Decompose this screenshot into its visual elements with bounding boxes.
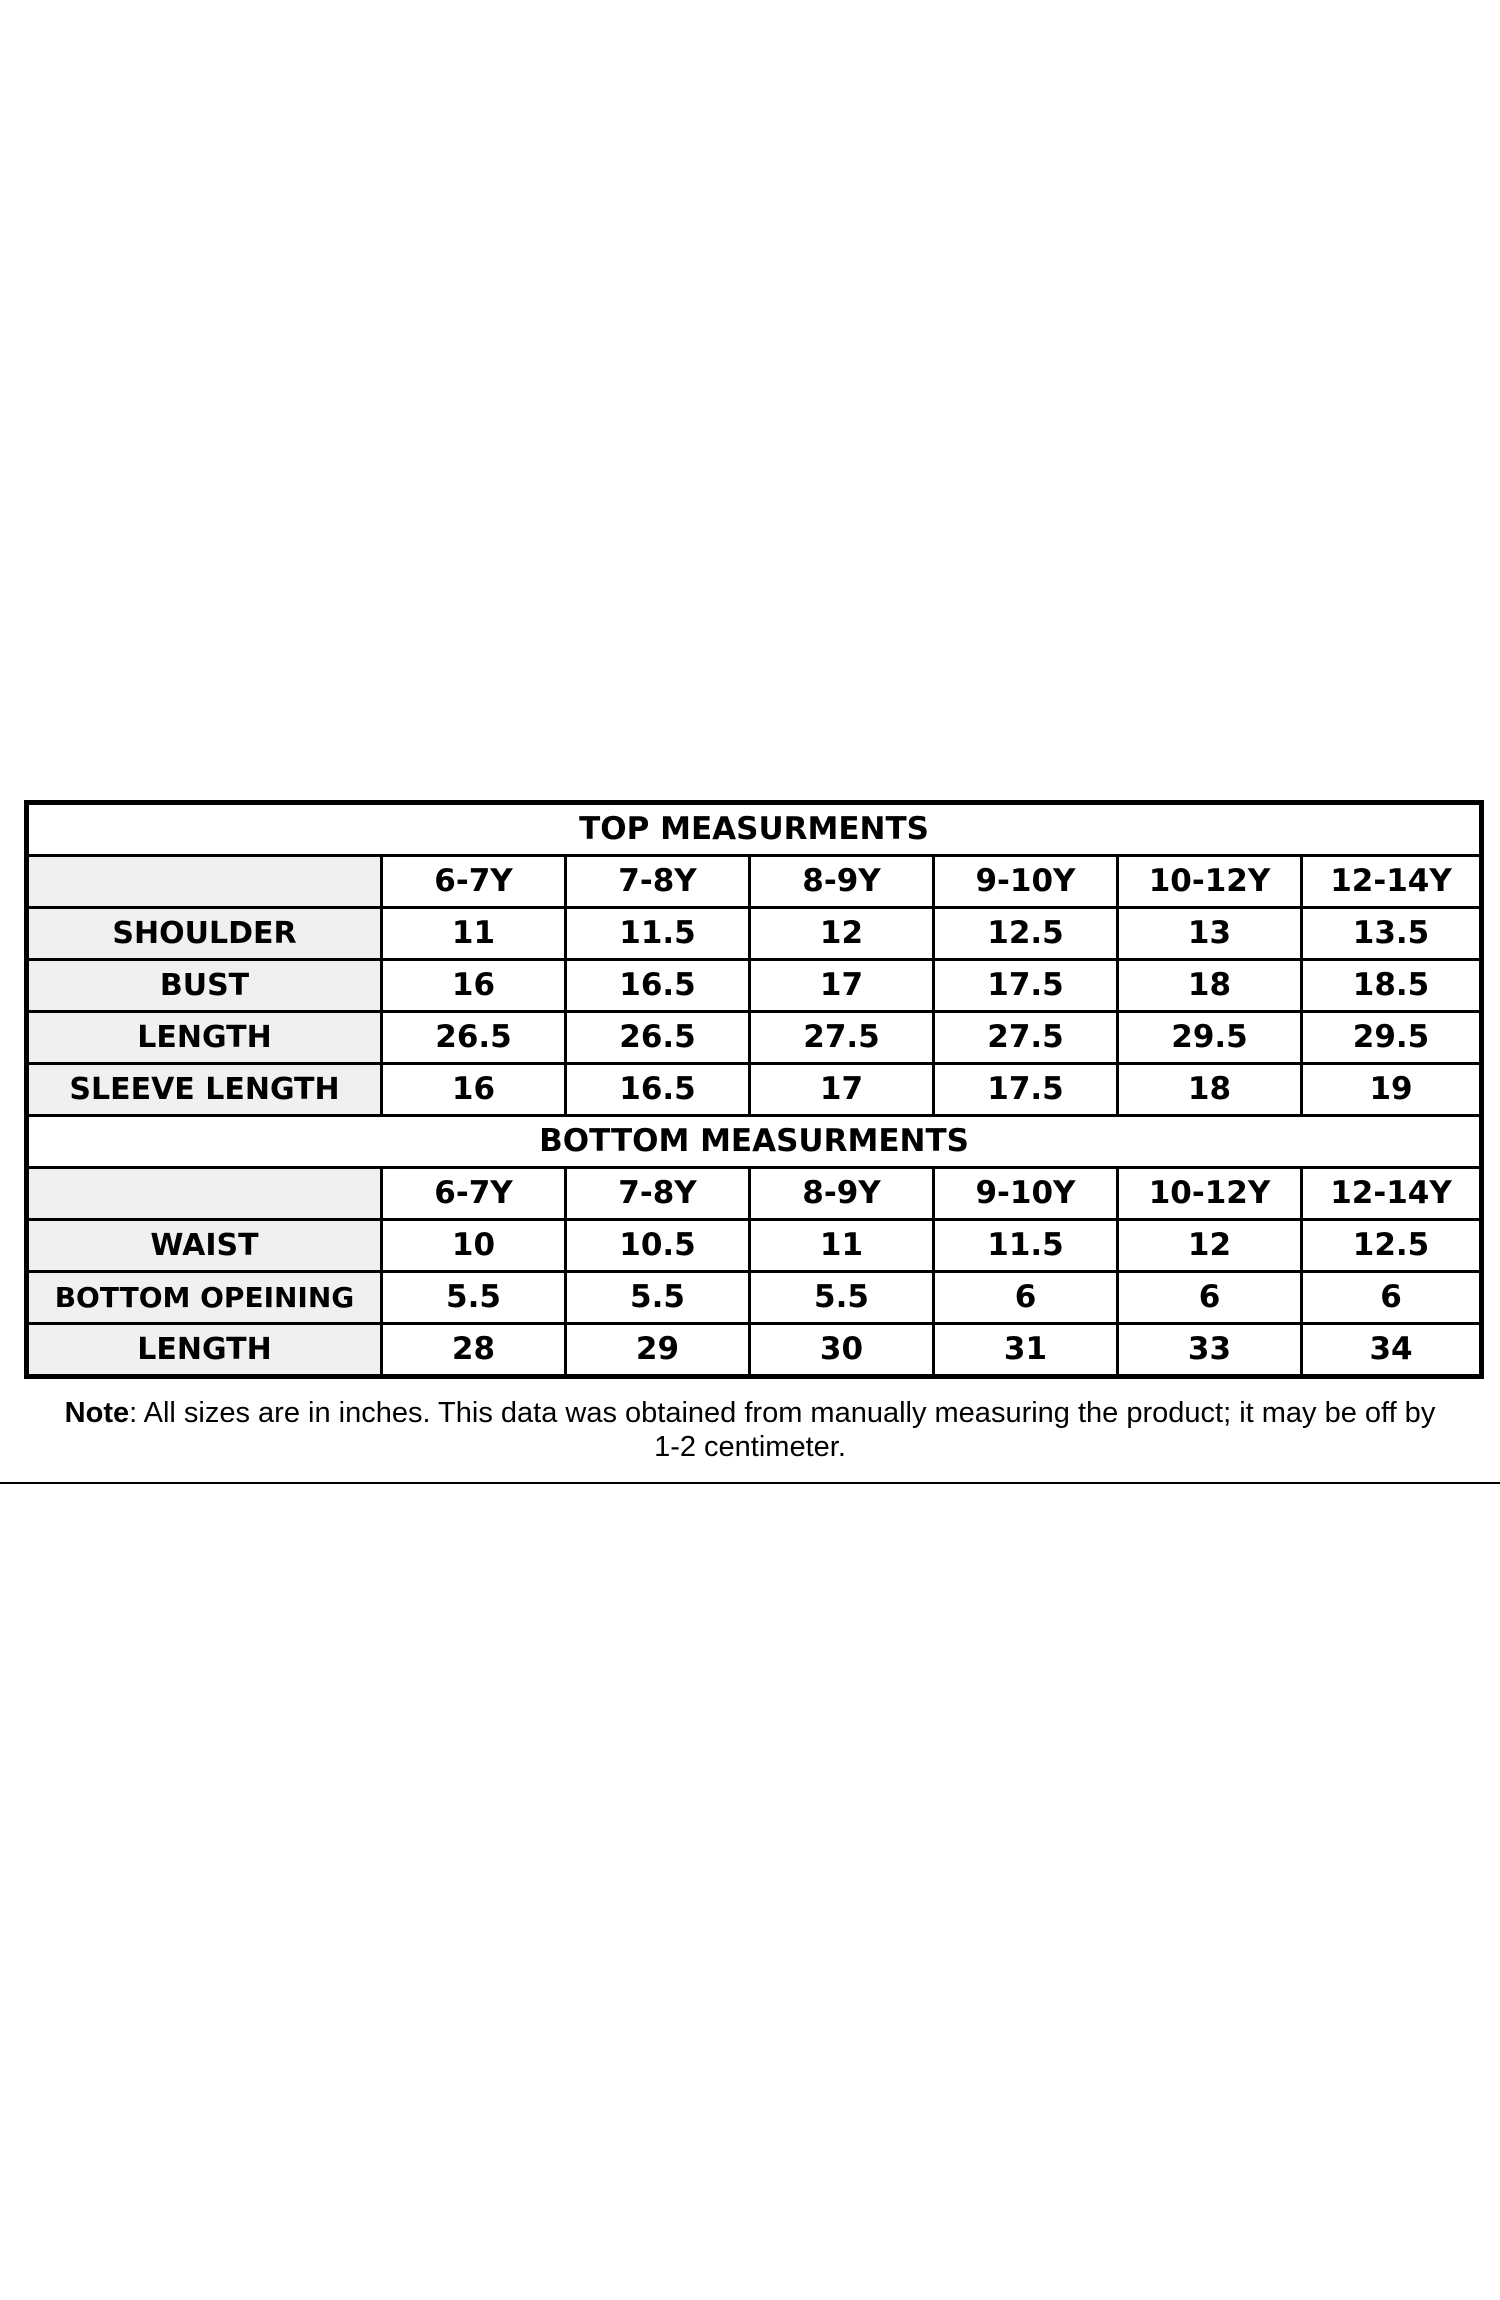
note-text: : All sizes are in inches. This data was obtained from manually measuring the product; it may be off by 1-2 centimeter.	[129, 1397, 1436, 1463]
table-cell: 31	[934, 1324, 1118, 1377]
table-row	[27, 1324, 1482, 1377]
table-cell: 10.5	[566, 1220, 750, 1272]
table-cell: 5.5	[750, 1272, 934, 1324]
row-label-bottom-opening: BOTTOM OPEINING	[27, 1272, 382, 1324]
bottom-size-header: 12-14Y	[1302, 1168, 1482, 1220]
table-cell: 19	[1302, 1064, 1482, 1116]
table-cell: 17	[750, 1064, 934, 1116]
table-cell: 11.5	[934, 1220, 1118, 1272]
table-cell: 26.5	[382, 1012, 566, 1064]
bottom-size-header-blank	[27, 1168, 382, 1220]
table-row	[27, 1012, 1482, 1064]
bottom-size-header: 7-8Y	[566, 1168, 750, 1220]
size-chart-table	[24, 800, 1484, 1379]
table-cell: 17	[750, 960, 934, 1012]
table-cell: 29	[566, 1324, 750, 1377]
table-cell: 12	[750, 908, 934, 960]
table-cell: 6	[934, 1272, 1118, 1324]
note-key: Note	[64, 1397, 130, 1429]
table-cell: 12.5	[1302, 1220, 1482, 1272]
table-cell: 28	[382, 1324, 566, 1377]
table-cell: 5.5	[382, 1272, 566, 1324]
row-label-bust: BUST	[27, 960, 382, 1012]
table-cell: 11	[382, 908, 566, 960]
table-cell: 18	[1118, 960, 1302, 1012]
table-cell: 27.5	[934, 1012, 1118, 1064]
top-size-header: 8-9Y	[750, 856, 934, 908]
top-size-header: 6-7Y	[382, 856, 566, 908]
row-label-bottom-length: LENGTH	[27, 1324, 382, 1377]
measurement-note	[60, 1396, 1440, 1464]
bottom-size-header: 9-10Y	[934, 1168, 1118, 1220]
top-size-header: 12-14Y	[1302, 856, 1482, 908]
row-label-waist: WAIST	[27, 1220, 382, 1272]
table-cell: 16	[382, 1064, 566, 1116]
table-cell: 13.5	[1302, 908, 1482, 960]
row-label-length: LENGTH	[27, 1012, 382, 1064]
bottom-size-header: 10-12Y	[1118, 1168, 1302, 1220]
table-cell: 18.5	[1302, 960, 1482, 1012]
top-size-header: 10-12Y	[1118, 856, 1302, 908]
table-cell: 17.5	[934, 1064, 1118, 1116]
table-cell: 5.5	[566, 1272, 750, 1324]
table-cell: 30	[750, 1324, 934, 1377]
table-row	[27, 908, 1482, 960]
table-row	[27, 960, 1482, 1012]
divider-line	[0, 1482, 1500, 1484]
table-cell: 33	[1118, 1324, 1302, 1377]
table-cell: 11.5	[566, 908, 750, 960]
top-size-header-row	[27, 856, 1482, 908]
table-cell: 16	[382, 960, 566, 1012]
bottom-size-header: 8-9Y	[750, 1168, 934, 1220]
top-measurements-title: TOP MEASURMENTS	[27, 803, 1482, 856]
table-cell: 10	[382, 1220, 566, 1272]
top-title-row	[27, 803, 1482, 856]
top-size-header: 9-10Y	[934, 856, 1118, 908]
row-label-sleeve-length: SLEEVE LENGTH	[27, 1064, 382, 1116]
table-cell: 6	[1118, 1272, 1302, 1324]
table-cell: 16.5	[566, 1064, 750, 1116]
table-cell: 18	[1118, 1064, 1302, 1116]
bottom-title-row	[27, 1116, 1482, 1168]
table-row	[27, 1272, 1482, 1324]
table-cell: 11	[750, 1220, 934, 1272]
table-cell: 26.5	[566, 1012, 750, 1064]
table-cell: 27.5	[750, 1012, 934, 1064]
table-cell: 29.5	[1118, 1012, 1302, 1064]
table-cell: 29.5	[1302, 1012, 1482, 1064]
table-cell: 17.5	[934, 960, 1118, 1012]
table-cell: 12.5	[934, 908, 1118, 960]
bottom-measurements-title: BOTTOM MEASURMENTS	[27, 1116, 1482, 1168]
top-size-header: 7-8Y	[566, 856, 750, 908]
top-size-header-blank	[27, 856, 382, 908]
table-cell: 13	[1118, 908, 1302, 960]
table-cell: 34	[1302, 1324, 1482, 1377]
table-cell: 12	[1118, 1220, 1302, 1272]
table-row	[27, 1064, 1482, 1116]
table-row	[27, 1220, 1482, 1272]
table-cell: 16.5	[566, 960, 750, 1012]
table-cell: 6	[1302, 1272, 1482, 1324]
row-label-shoulder: SHOULDER	[27, 908, 382, 960]
bottom-size-header-row	[27, 1168, 1482, 1220]
bottom-size-header: 6-7Y	[382, 1168, 566, 1220]
